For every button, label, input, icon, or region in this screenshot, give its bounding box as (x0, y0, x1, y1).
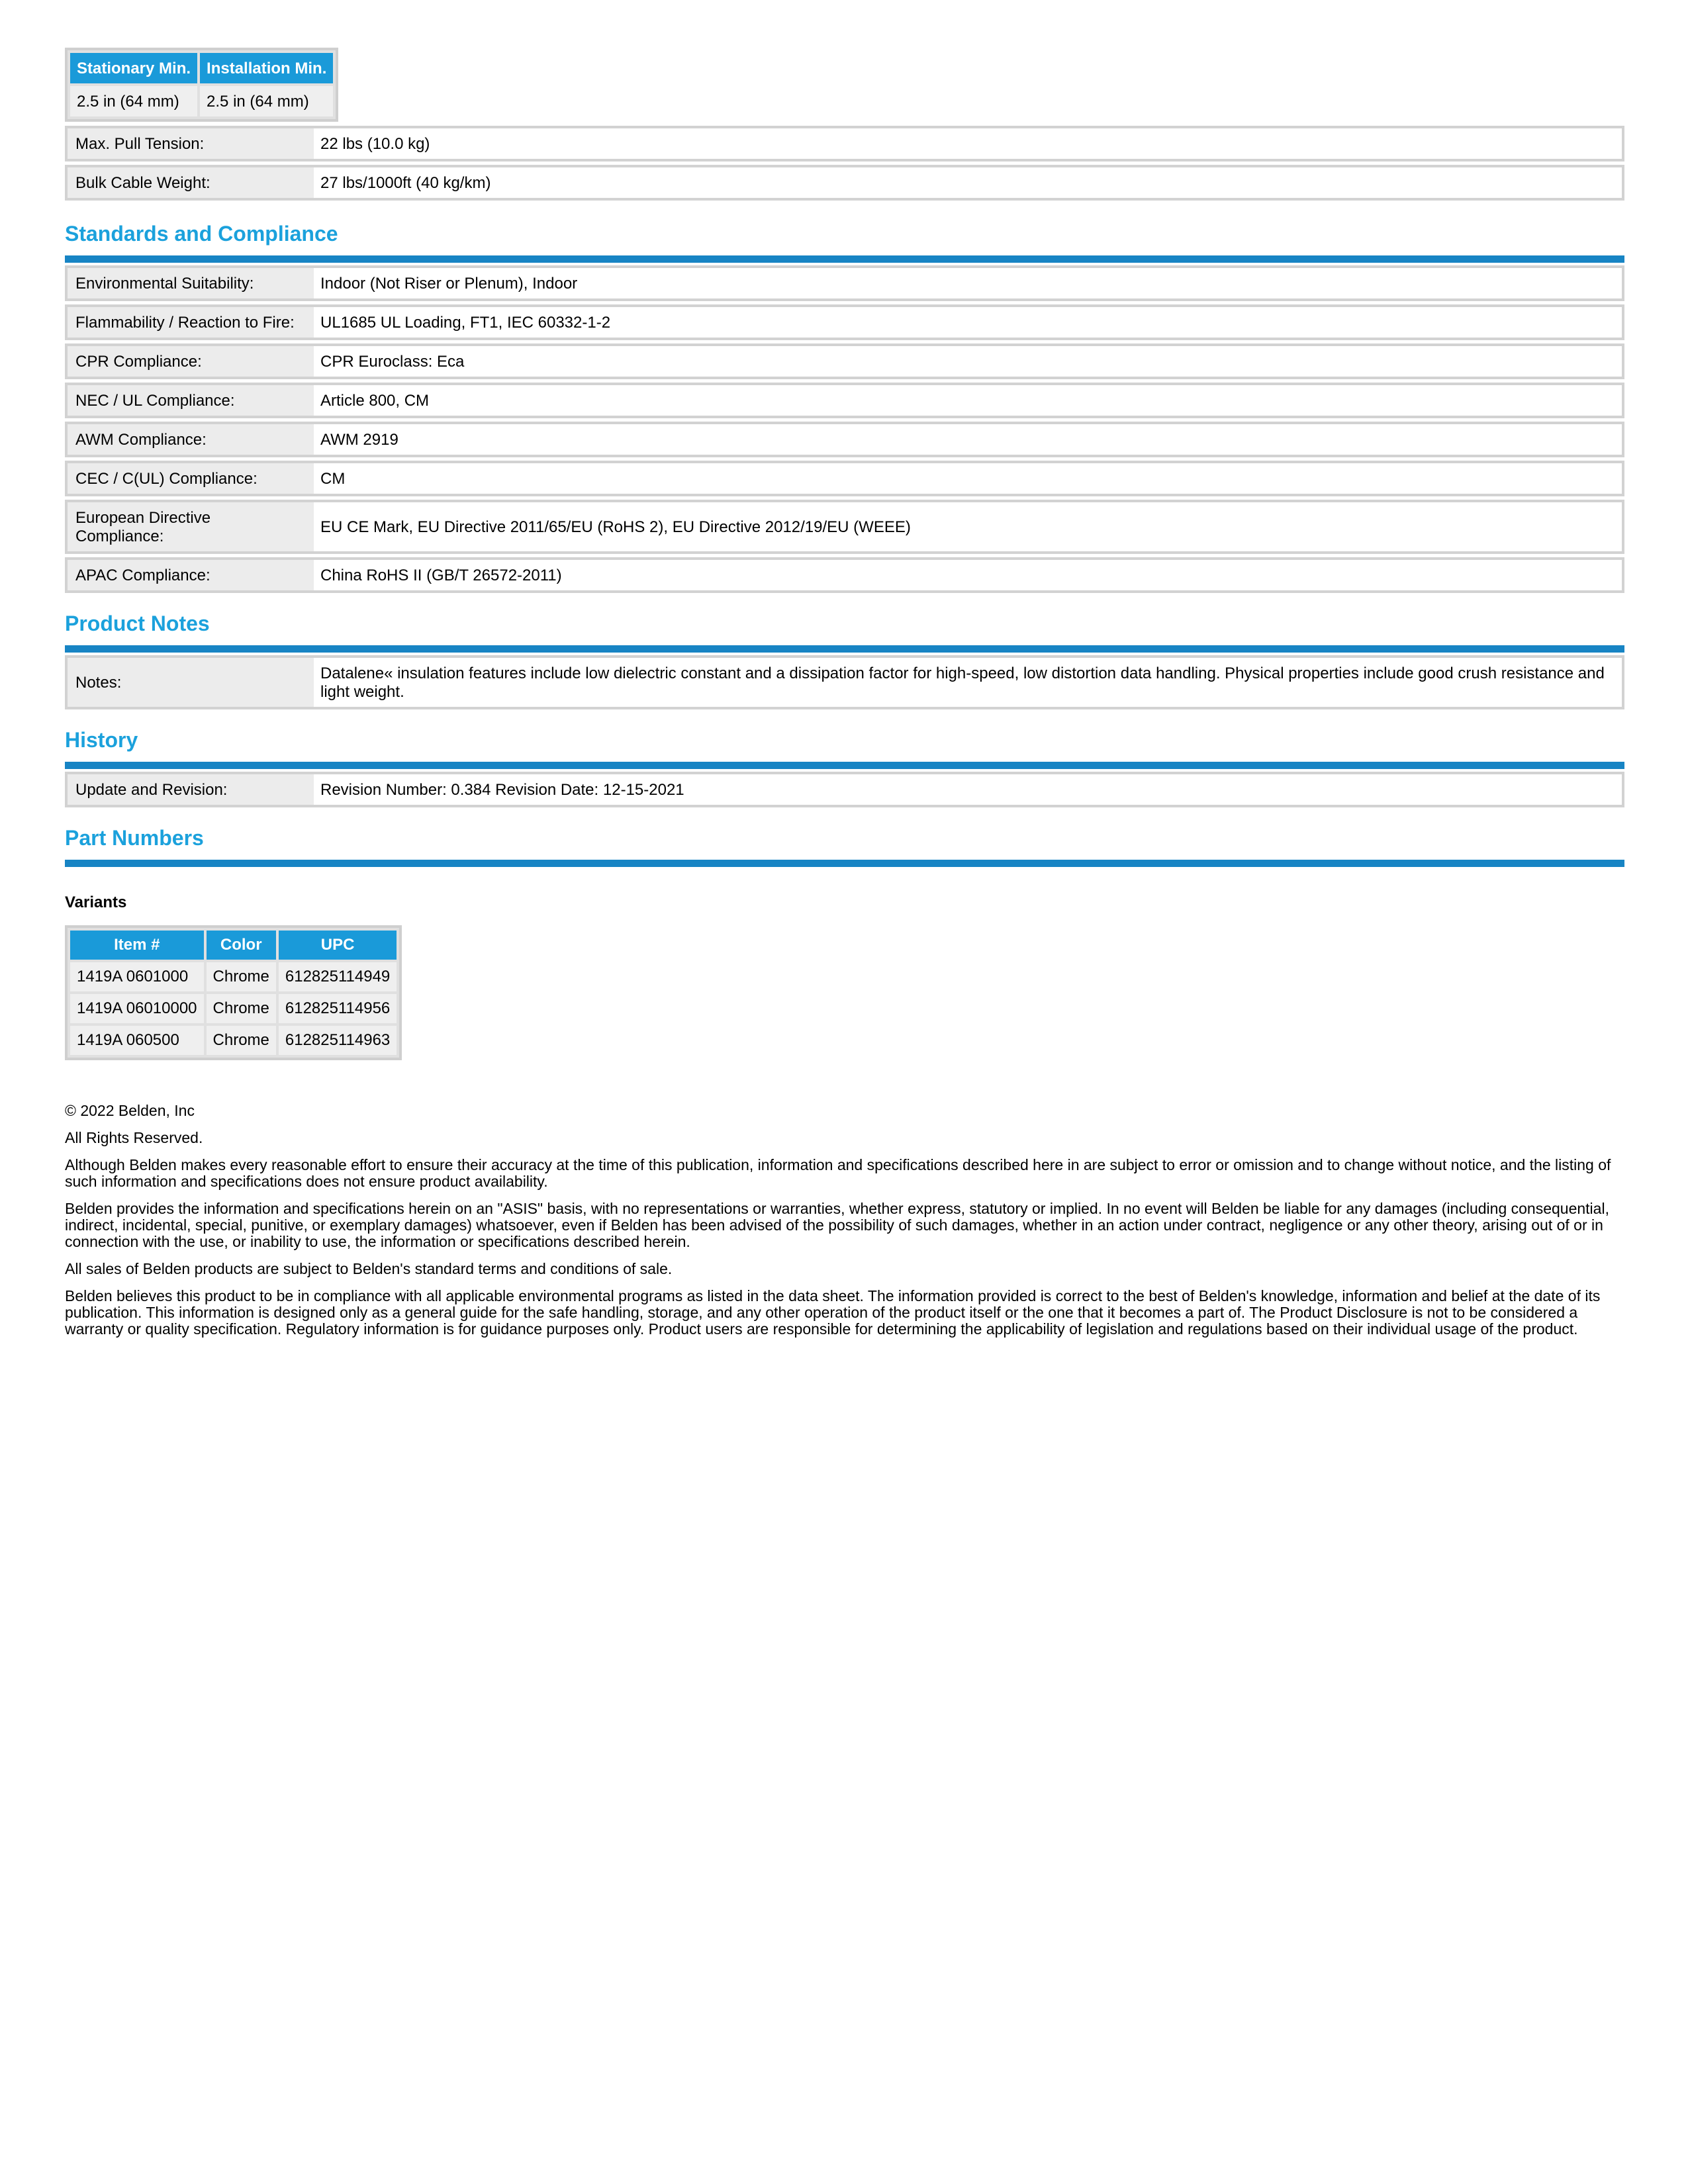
variants-table (65, 925, 402, 1060)
installation-min-value: 2.5 in (64 mm) (200, 86, 333, 116)
spec-label: CEC / C(UL) Compliance: (68, 463, 314, 494)
spec-row (65, 461, 1624, 496)
installation-min-header: Installation Min. (200, 53, 333, 83)
spec-value: 27 lbs/1000ft (40 kg/km) (320, 174, 491, 192)
table-row (70, 1026, 397, 1055)
spec-value: Indoor (Not Riser or Plenum), Indoor (320, 275, 578, 293)
sales-terms: All sales of Belden products are subject to Belden's standard terms and conditions of sale. (65, 1260, 673, 1277)
spec-value: China RoHS II (GB/T 26572-2011) (320, 567, 562, 584)
spec-label: AWM Compliance: (68, 424, 314, 455)
spec-value: UL1685 UL Loading, FT1, IEC 60332-1-2 (320, 314, 611, 332)
spec-value: CM (320, 470, 346, 488)
spec-value: Revision Number: 0.384 Revision Date: 12-15-2021 (320, 781, 684, 799)
spec-value: Datalene« insulation features include low dielectric constant and a dissipation factor for high-speed, low distortion data handling. Physical properties include good crush resistance and light weight. (320, 664, 1605, 701)
spec-label: Bulk Cable Weight: (68, 167, 314, 198)
spec-row (65, 557, 1624, 593)
copyright: © 2022 Belden, Inc (65, 1102, 195, 1119)
environmental-statement: Belden believes this product to be in compliance with all applicable environmental programs as listed in the data sheet. The information provided is correct to the best of Belden's knowledge, information and belief at the date of its publication. This information is designed only as a general guide for the safe handling, storage, and any other operation of the product itself or the one that it becomes a part of. The Product Disclosure is not to be considered a warranty or quality specification. Regulatory information is for guidance purposes only. Product users are responsible for determining the applicability of legislation and regulations based on their individual usage of the product. (65, 1287, 1601, 1338)
item-cell: 1419A 060500 (70, 1026, 204, 1055)
spec-row (65, 265, 1624, 301)
spec-row (65, 422, 1624, 457)
upc-header: UPC (279, 931, 397, 960)
spec-row (65, 383, 1624, 418)
spec-label: European Directive Compliance: (68, 502, 314, 551)
standards-heading: Standards and Compliance (65, 222, 338, 246)
spec-row-pull-tension (65, 126, 1624, 161)
stationary-min-value: 2.5 in (64 mm) (70, 86, 197, 116)
upc-cell: 612825114949 (279, 962, 397, 991)
notes-row (65, 655, 1624, 709)
spec-row-cable-weight (65, 165, 1624, 201)
legal-footer (65, 1103, 1624, 1338)
color-cell: Chrome (207, 994, 276, 1023)
section-rule (65, 762, 1624, 769)
stationary-min-header: Stationary Min. (70, 53, 197, 83)
color-cell: Chrome (207, 1026, 276, 1055)
history-heading: History (65, 728, 138, 752)
spec-label: Notes: (68, 658, 314, 707)
section-rule (65, 645, 1624, 653)
color-cell: Chrome (207, 962, 276, 991)
disclaimer-accuracy: Although Belden makes every reasonable effort to ensure their accuracy at the time of this publication, information and specifications described here in are subject to error or omission and to change without notice, and the listing of such information and specifications does not ensure product availability. (65, 1156, 1611, 1190)
spec-label: NEC / UL Compliance: (68, 385, 314, 416)
spec-label: CPR Compliance: (68, 346, 314, 377)
history-row (65, 772, 1624, 807)
datasheet-page (65, 48, 1624, 1348)
spec-value: Article 800, CM (320, 392, 430, 410)
item-header: Item # (70, 931, 204, 960)
bend-radius-table (65, 48, 338, 122)
spec-value: AWM 2919 (320, 431, 399, 449)
table-row (70, 962, 397, 991)
variants-title: Variants (65, 893, 127, 911)
table-row (70, 994, 397, 1023)
spec-row (65, 500, 1624, 554)
spec-value: 22 lbs (10.0 kg) (320, 135, 430, 153)
rights-reserved: All Rights Reserved. (65, 1129, 203, 1146)
spec-label: Environmental Suitability: (68, 268, 314, 298)
spec-label: Flammability / Reaction to Fire: (68, 307, 314, 338)
item-cell: 1419A 0601000 (70, 962, 204, 991)
spec-row (65, 304, 1624, 340)
spec-label: APAC Compliance: (68, 560, 314, 590)
section-rule (65, 860, 1624, 867)
upc-cell: 612825114963 (279, 1026, 397, 1055)
product-notes-heading: Product Notes (65, 612, 210, 635)
spec-label: Update and Revision: (68, 774, 314, 805)
part-numbers-heading: Part Numbers (65, 826, 204, 850)
upc-cell: 612825114956 (279, 994, 397, 1023)
spec-row (65, 343, 1624, 379)
spec-value: CPR Euroclass: Eca (320, 353, 465, 371)
color-header: Color (207, 931, 276, 960)
item-cell: 1419A 06010000 (70, 994, 204, 1023)
section-rule (65, 255, 1624, 263)
spec-label: Max. Pull Tension: (68, 128, 314, 159)
disclaimer-asis: Belden provides the information and specifications herein on an "ASIS" basis, with no representations or warranties, whether express, statutory or implied. In no event will Belden be liable for any damages (including consequential, indirect, incidental, special, punitive, or exemplary damages) whatsoever, even if Belden has been advised of the possibility of such damages, whether in an action under contract, negligence or any other theory, arising out of or in connection with the use, or inability to use, the information or specifications described herein. (65, 1200, 1609, 1250)
spec-value: EU CE Mark, EU Directive 2011/65/EU (RoHS 2), EU Directive 2012/19/EU (WEEE) (320, 518, 911, 536)
